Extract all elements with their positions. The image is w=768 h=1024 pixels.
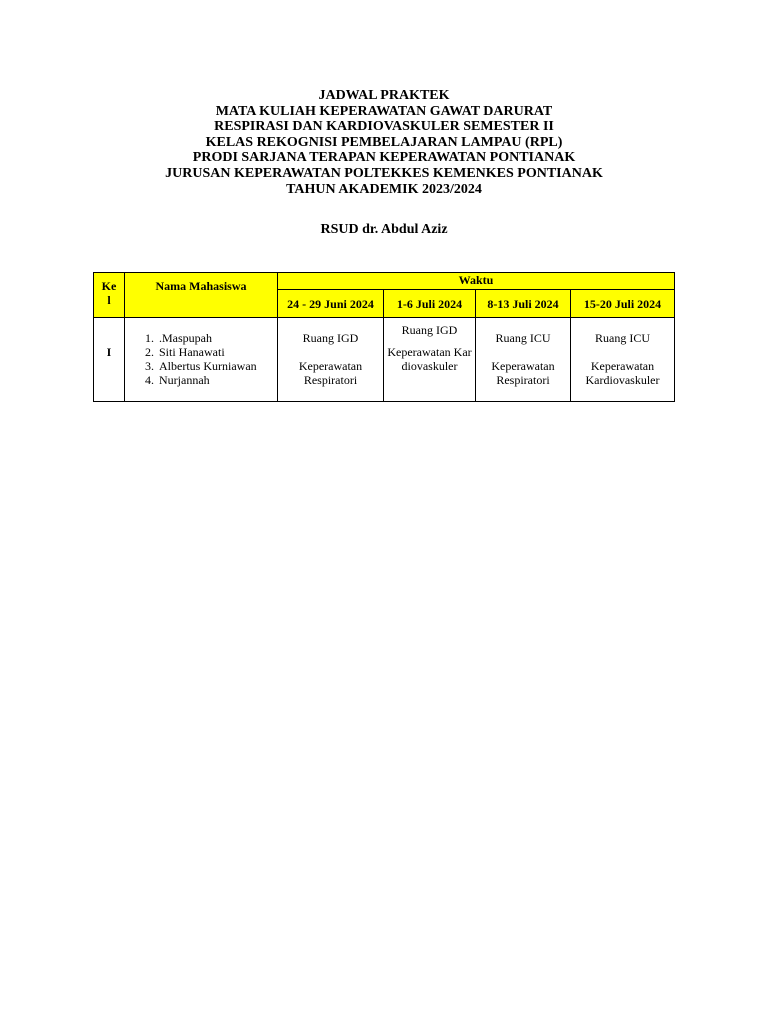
header-nama-mahasiswa: Nama Mahasiswa [125,273,278,318]
header-kel-line2: l [107,293,111,307]
title-line-6: JURUSAN KEPERAWATAN POLTEKKES KEMENKES PONTIANAK [165,165,603,181]
student-list [127,331,275,387]
kel-value: I [94,318,125,402]
schedule-table [93,272,675,402]
title-line-5: PRODI SARJANA TERAPAN KEPERAWATAN PONTIANAK [192,150,576,166]
title-line-7: TAHUN AKADEMIK 2023/2024 [286,181,482,197]
schedule-cell-3 [476,318,571,402]
header-date-4: 15-20 Juli 2024 [571,290,675,318]
room-label: Ruang IGD [302,331,359,345]
table-row [94,318,675,402]
title-line-4: KELAS REKOGNISI PEMBELAJARAN LAMPAU (RPL) [205,134,563,150]
topic-label: Keperawatan Kardiovaskuler [585,359,660,387]
list-item: 2. Siti Hanawati [157,345,275,359]
schedule-cell-1 [278,318,384,402]
hospital-name: RSUD dr. Abdul Aziz [320,222,448,237]
names-cell [125,318,278,402]
list-item: 1. .Maspupah [157,331,275,345]
room-label: Ruang ICU [495,331,551,345]
list-item: 4. Nurjannah [157,373,275,387]
topic-label: Keperawatan Respiratori [298,359,363,387]
header-kel-line1: Ke [101,279,117,293]
list-item: 3. Albertus Kurniawan [157,359,275,373]
room-label: Ruang IGD [401,323,458,337]
title-line-3: RESPIRASI DAN KARDIOVASKULER SEMESTER II [214,119,554,135]
schedule-cell-4 [571,318,675,402]
header-waktu: Waktu [278,273,675,290]
header-date-1: 24 - 29 Juni 2024 [278,290,384,318]
title-line-2: MATA KULIAH KEPERAWATAN GAWAT DARURAT [215,103,553,119]
topic-label: Keperawatan Kardiovaskuler [387,345,472,373]
title-line-1: JADWAL PRAKTEK [318,88,450,103]
room-label: Ruang ICU [595,331,650,345]
header-date-3: 8-13 Juli 2024 [476,290,571,318]
topic-label: Keperawatan Respiratori [491,359,555,387]
header-kel [94,273,125,318]
document-title [0,88,768,197]
header-date-2: 1-6 Juli 2024 [384,290,476,318]
schedule-cell-2 [384,318,476,402]
